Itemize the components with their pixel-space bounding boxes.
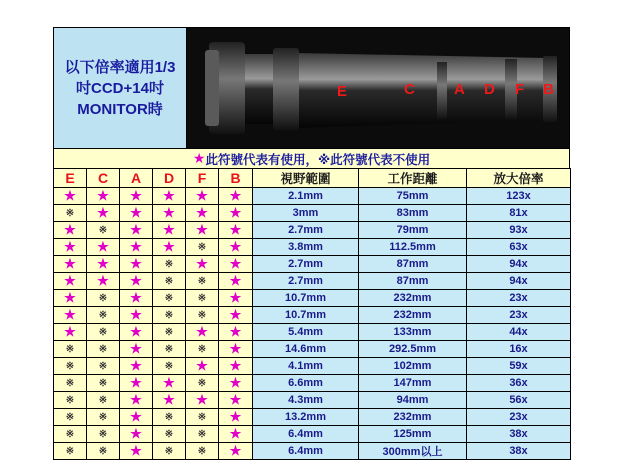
column-header-d: D (153, 169, 186, 188)
distance-cell: 292.5mm (359, 341, 467, 358)
used-star-icon: ★ (120, 256, 153, 273)
photo-label-f: F (515, 81, 525, 98)
distance-cell: 232mm (359, 307, 467, 324)
magnification-cell: 44x (467, 324, 571, 341)
unused-cross-icon: ※ (54, 341, 87, 358)
view-cell: 5.4mm (253, 324, 359, 341)
used-star-icon: ★ (219, 256, 253, 273)
view-cell: 2.7mm (253, 273, 359, 290)
view-cell: 10.7mm (253, 307, 359, 324)
photo-label-b: B (543, 81, 554, 98)
unused-cross-icon: ※ (54, 375, 87, 392)
unused-cross-icon: ※ (87, 324, 120, 341)
view-cell: 6.4mm (253, 443, 359, 460)
view-cell: 14.6mm (253, 341, 359, 358)
table-row (54, 392, 571, 409)
used-star-icon: ★ (153, 188, 186, 205)
unused-cross-icon: ※ (87, 341, 120, 358)
magnification-cell: 23x (467, 307, 571, 324)
used-star-icon: ★ (219, 290, 253, 307)
used-star-icon: ★ (120, 222, 153, 239)
column-header-view: 視野範圍 (253, 169, 359, 188)
unused-cross-icon: ※ (153, 341, 186, 358)
used-star-icon: ★ (186, 324, 219, 341)
table-body (54, 188, 571, 460)
used-star-icon: ★ (120, 239, 153, 256)
used-star-icon: ★ (219, 307, 253, 324)
distance-cell: 87mm (359, 273, 467, 290)
magnification-cell: 16x (467, 341, 571, 358)
view-cell: 6.4mm (253, 426, 359, 443)
used-star-icon: ★ (219, 239, 253, 256)
used-star-icon: ★ (186, 222, 219, 239)
magnification-cell: 59x (467, 358, 571, 375)
magnification-cell: 123x (467, 188, 571, 205)
lens-mount-thread (205, 50, 219, 126)
used-star-icon: ★ (120, 205, 153, 222)
unused-cross-icon: ※ (87, 443, 120, 460)
unused-cross-icon: ※ (186, 273, 219, 290)
used-star-icon: ★ (120, 188, 153, 205)
used-star-icon: ★ (219, 375, 253, 392)
distance-cell: 112.5mm (359, 239, 467, 256)
view-cell: 3.8mm (253, 239, 359, 256)
column-header-e: E (54, 169, 87, 188)
view-cell: 4.1mm (253, 358, 359, 375)
used-star-icon: ★ (120, 375, 153, 392)
distance-cell: 133mm (359, 324, 467, 341)
table-row (54, 443, 571, 460)
lens-combination-sheet (53, 27, 570, 460)
used-star-icon: ★ (87, 239, 120, 256)
column-header-b: B (219, 169, 253, 188)
table-row (54, 222, 571, 239)
unused-cross-icon: ※ (153, 290, 186, 307)
distance-cell: 94mm (359, 392, 467, 409)
magnification-cell: 23x (467, 290, 571, 307)
table-row (54, 375, 571, 392)
view-cell: 4.3mm (253, 392, 359, 409)
unused-cross-icon: ※ (87, 375, 120, 392)
magnification-cell: 94x (467, 256, 571, 273)
legend-row (53, 148, 570, 168)
view-cell: 2.7mm (253, 256, 359, 273)
unused-cross-icon: ※ (87, 290, 120, 307)
used-star-icon: ★ (219, 273, 253, 290)
used-star-icon: ★ (219, 358, 253, 375)
distance-cell: 79mm (359, 222, 467, 239)
magnification-cell: 93x (467, 222, 571, 239)
column-header-magnification: 放大倍率 (467, 169, 571, 188)
magnification-cell: 63x (467, 239, 571, 256)
photo-label-d: D (484, 81, 495, 98)
table-row (54, 205, 571, 222)
distance-cell: 75mm (359, 188, 467, 205)
unused-cross-icon: ※ (186, 426, 219, 443)
table-row (54, 273, 571, 290)
table-row (54, 358, 571, 375)
used-star-icon: ★ (120, 324, 153, 341)
table-row (54, 188, 571, 205)
unused-cross-icon: ※ (54, 358, 87, 375)
unused-cross-icon: ※ (153, 256, 186, 273)
used-star-icon: ★ (153, 205, 186, 222)
column-header-f: F (186, 169, 219, 188)
used-star-icon: ★ (54, 239, 87, 256)
unused-cross-icon: ※ (87, 426, 120, 443)
distance-cell: 83mm (359, 205, 467, 222)
magnification-cell: 38x (467, 426, 571, 443)
unused-cross-icon: ※ (54, 205, 87, 222)
photo-label-e: E (337, 83, 348, 100)
used-star-icon: ★ (153, 239, 186, 256)
used-star-icon: ★ (219, 222, 253, 239)
legend-star-icon: ★ (192, 150, 206, 167)
used-star-icon: ★ (219, 205, 253, 222)
distance-cell: 232mm (359, 409, 467, 426)
view-cell: 13.2mm (253, 409, 359, 426)
used-star-icon: ★ (120, 358, 153, 375)
used-star-icon: ★ (120, 392, 153, 409)
used-star-icon: ★ (120, 307, 153, 324)
magnification-cell: 56x (467, 392, 571, 409)
table-header-row (54, 169, 571, 188)
table-row (54, 324, 571, 341)
used-star-icon: ★ (120, 443, 153, 460)
table-row (54, 256, 571, 273)
used-star-icon: ★ (219, 409, 253, 426)
used-star-icon: ★ (54, 324, 87, 341)
view-cell: 3mm (253, 205, 359, 222)
view-cell: 2.7mm (253, 222, 359, 239)
view-cell: 2.1mm (253, 188, 359, 205)
magnification-cell: 36x (467, 375, 571, 392)
used-star-icon: ★ (87, 188, 120, 205)
note-panel (54, 28, 187, 148)
used-star-icon: ★ (186, 188, 219, 205)
note-text: 以下倍率適用1/3吋CCD+14吋MONITOR時 (64, 58, 176, 118)
unused-cross-icon: ※ (87, 307, 120, 324)
distance-cell: 232mm (359, 290, 467, 307)
used-star-icon: ★ (87, 273, 120, 290)
used-star-icon: ★ (153, 375, 186, 392)
used-star-icon: ★ (186, 205, 219, 222)
unused-cross-icon: ※ (153, 307, 186, 324)
used-star-icon: ★ (120, 273, 153, 290)
photo-label-c: C (404, 81, 415, 98)
magnification-cell: 23x (467, 409, 571, 426)
unused-cross-icon: ※ (87, 358, 120, 375)
used-star-icon: ★ (54, 222, 87, 239)
table-row (54, 409, 571, 426)
column-header-c: C (87, 169, 120, 188)
used-star-icon: ★ (87, 256, 120, 273)
distance-cell: 125mm (359, 426, 467, 443)
lens-coupler (245, 54, 273, 124)
unused-cross-icon: ※ (54, 392, 87, 409)
unused-cross-icon: ※ (153, 324, 186, 341)
magnification-cell: 81x (467, 205, 571, 222)
table-row (54, 290, 571, 307)
used-star-icon: ★ (219, 324, 253, 341)
unused-cross-icon: ※ (87, 392, 120, 409)
used-star-icon: ★ (153, 222, 186, 239)
used-star-icon: ★ (120, 426, 153, 443)
unused-cross-icon: ※ (54, 426, 87, 443)
used-star-icon: ★ (54, 290, 87, 307)
used-star-icon: ★ (54, 307, 87, 324)
column-header-a: A (120, 169, 153, 188)
used-star-icon: ★ (120, 341, 153, 358)
unused-cross-icon: ※ (186, 239, 219, 256)
lens-tube-illustration (187, 28, 569, 148)
unused-cross-icon: ※ (153, 426, 186, 443)
magnification-cell: 94x (467, 273, 571, 290)
photo-label-a: A (454, 81, 465, 98)
unused-cross-icon: ※ (186, 307, 219, 324)
column-header-distance: 工作距離 (359, 169, 467, 188)
unused-cross-icon: ※ (87, 222, 120, 239)
used-star-icon: ★ (54, 188, 87, 205)
magnification-table (53, 168, 571, 460)
used-star-icon: ★ (54, 273, 87, 290)
distance-cell: 87mm (359, 256, 467, 273)
unused-cross-icon: ※ (186, 443, 219, 460)
used-star-icon: ★ (186, 358, 219, 375)
distance-cell: 102mm (359, 358, 467, 375)
table-row (54, 307, 571, 324)
used-star-icon: ★ (186, 256, 219, 273)
legend-star-text: 此符號代表有使用， (205, 151, 318, 167)
used-star-icon: ★ (219, 188, 253, 205)
lens-focus-ring (273, 48, 299, 130)
table-row (54, 341, 571, 358)
used-star-icon: ★ (186, 392, 219, 409)
magnification-cell: 38x (467, 443, 571, 460)
used-star-icon: ★ (219, 392, 253, 409)
table-row (54, 239, 571, 256)
unused-cross-icon: ※ (54, 409, 87, 426)
used-star-icon: ★ (54, 256, 87, 273)
unused-cross-icon: ※ (87, 409, 120, 426)
used-star-icon: ★ (219, 443, 253, 460)
unused-cross-icon: ※ (186, 341, 219, 358)
legend-cross-text: ※此符號代表不使用 (317, 151, 431, 167)
unused-cross-icon: ※ (186, 409, 219, 426)
view-cell: 6.6mm (253, 375, 359, 392)
used-star-icon: ★ (153, 392, 186, 409)
used-star-icon: ★ (87, 205, 120, 222)
used-star-icon: ★ (120, 290, 153, 307)
unused-cross-icon: ※ (186, 290, 219, 307)
distance-cell: 147mm (359, 375, 467, 392)
used-star-icon: ★ (120, 409, 153, 426)
unused-cross-icon: ※ (153, 409, 186, 426)
unused-cross-icon: ※ (54, 443, 87, 460)
view-cell: 10.7mm (253, 290, 359, 307)
unused-cross-icon: ※ (153, 273, 186, 290)
used-star-icon: ★ (219, 341, 253, 358)
unused-cross-icon: ※ (186, 375, 219, 392)
distance-cell: 300mm以上 (359, 443, 467, 460)
header-section (53, 27, 570, 148)
table-row (54, 426, 571, 443)
lens-ring-1 (437, 62, 447, 119)
used-star-icon: ★ (219, 426, 253, 443)
unused-cross-icon: ※ (153, 443, 186, 460)
lens-photo (187, 28, 569, 148)
unused-cross-icon: ※ (153, 358, 186, 375)
